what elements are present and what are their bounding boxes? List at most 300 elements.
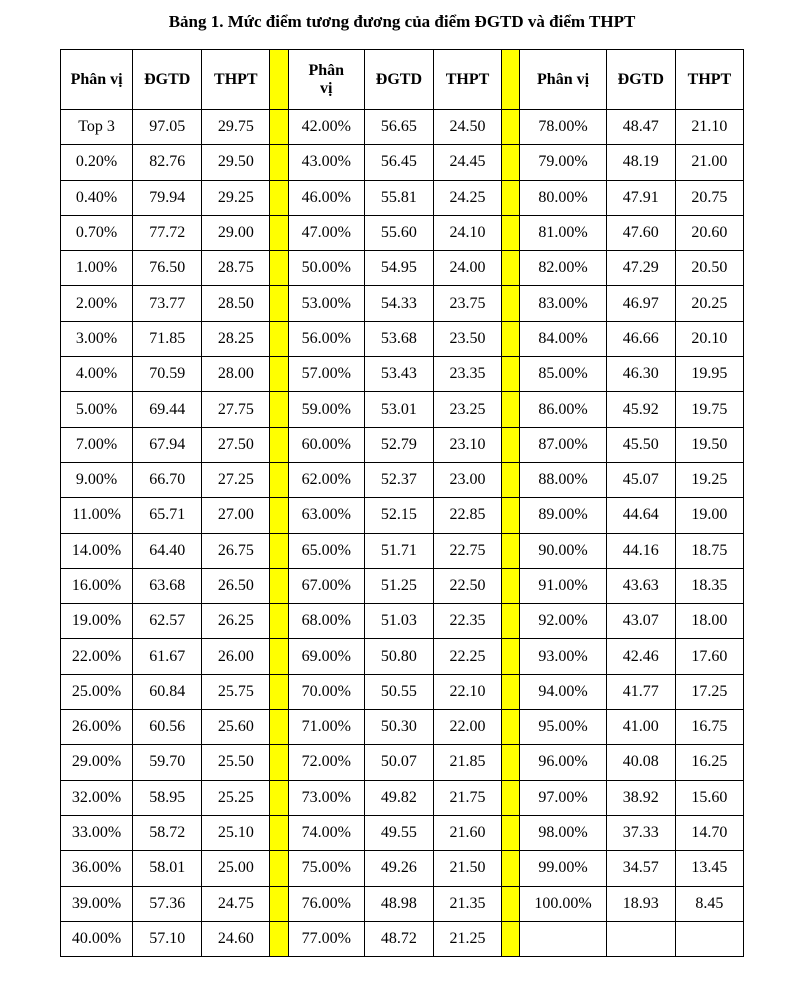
column-separator [502, 639, 520, 674]
cell-dgtd: 57.10 [133, 921, 202, 956]
cell-dgtd: 55.81 [364, 180, 433, 215]
cell-dgtd: 58.72 [133, 815, 202, 850]
cell-dgtd: 45.07 [606, 462, 675, 497]
cell-percentile: 100.00% [520, 886, 606, 921]
column-separator [270, 215, 288, 250]
cell-dgtd: 66.70 [133, 462, 202, 497]
cell-thpt: 26.25 [202, 604, 270, 639]
cell-dgtd: 50.30 [364, 710, 433, 745]
cell-dgtd: 52.15 [364, 498, 433, 533]
cell-percentile: 5.00% [61, 392, 133, 427]
cell-percentile: 3.00% [61, 321, 133, 356]
cell-dgtd: 63.68 [133, 568, 202, 603]
table-row [61, 498, 744, 533]
cell-dgtd: 49.26 [364, 851, 433, 886]
column-separator [502, 321, 520, 356]
cell-dgtd: 54.33 [364, 286, 433, 321]
cell-thpt: 16.75 [675, 710, 743, 745]
cell-thpt [675, 921, 743, 956]
cell-thpt: 19.50 [675, 427, 743, 462]
column-separator [270, 110, 288, 145]
cell-thpt: 29.25 [202, 180, 270, 215]
cell-thpt: 23.00 [433, 462, 501, 497]
cell-thpt: 20.50 [675, 251, 743, 286]
cell-percentile: 69.00% [288, 639, 364, 674]
cell-thpt: 19.75 [675, 392, 743, 427]
cell-thpt: 26.00 [202, 639, 270, 674]
column-separator [270, 180, 288, 215]
cell-thpt: 19.95 [675, 357, 743, 392]
cell-thpt: 19.25 [675, 462, 743, 497]
cell-percentile: 73.00% [288, 780, 364, 815]
cell-percentile: 85.00% [520, 357, 606, 392]
cell-thpt: 24.25 [433, 180, 501, 215]
column-separator [502, 180, 520, 215]
cell-dgtd: 53.68 [364, 321, 433, 356]
cell-percentile: 94.00% [520, 674, 606, 709]
column-separator [502, 392, 520, 427]
column-separator [270, 533, 288, 568]
cell-percentile: 83.00% [520, 286, 606, 321]
cell-percentile: 68.00% [288, 604, 364, 639]
cell-dgtd: 60.84 [133, 674, 202, 709]
cell-percentile: 4.00% [61, 357, 133, 392]
cell-dgtd: 97.05 [133, 110, 202, 145]
table-row [61, 604, 744, 639]
column-separator [502, 462, 520, 497]
cell-dgtd: 56.65 [364, 110, 433, 145]
cell-percentile: 2.00% [61, 286, 133, 321]
cell-dgtd [606, 921, 675, 956]
header-percentile: Phân vị [61, 50, 133, 110]
cell-percentile: 36.00% [61, 851, 133, 886]
cell-thpt: 28.25 [202, 321, 270, 356]
column-separator [502, 110, 520, 145]
column-separator [270, 321, 288, 356]
column-separator [502, 921, 520, 956]
header-dgtd: ĐGTD [364, 50, 433, 110]
header-percentile: Phân vị [288, 50, 364, 110]
column-separator [270, 286, 288, 321]
cell-percentile: 32.00% [61, 780, 133, 815]
cell-dgtd: 45.92 [606, 392, 675, 427]
cell-percentile: 0.40% [61, 180, 133, 215]
cell-thpt: 18.00 [675, 604, 743, 639]
cell-dgtd: 48.47 [606, 110, 675, 145]
cell-percentile: 63.00% [288, 498, 364, 533]
cell-dgtd: 67.94 [133, 427, 202, 462]
cell-percentile: 16.00% [61, 568, 133, 603]
cell-dgtd: 57.36 [133, 886, 202, 921]
cell-percentile: 59.00% [288, 392, 364, 427]
column-separator [502, 674, 520, 709]
cell-percentile [520, 921, 606, 956]
cell-thpt: 14.70 [675, 815, 743, 850]
column-separator [270, 851, 288, 886]
cell-percentile: 39.00% [61, 886, 133, 921]
cell-thpt: 17.25 [675, 674, 743, 709]
column-separator [502, 568, 520, 603]
cell-percentile: 71.00% [288, 710, 364, 745]
cell-dgtd: 50.55 [364, 674, 433, 709]
cell-thpt: 18.35 [675, 568, 743, 603]
column-separator [270, 50, 288, 110]
cell-thpt: 21.85 [433, 745, 501, 780]
table-row [61, 780, 744, 815]
cell-thpt: 28.00 [202, 357, 270, 392]
table-row [61, 180, 744, 215]
cell-dgtd: 44.64 [606, 498, 675, 533]
table-row [61, 145, 744, 180]
table-title: Bảng 1. Mức điểm tương đương của điểm ĐGTD và điểm THPT [168, 12, 636, 31]
score-equivalence-table [60, 49, 744, 957]
column-separator [270, 886, 288, 921]
table-row [61, 321, 744, 356]
cell-thpt: 17.60 [675, 639, 743, 674]
cell-percentile: 56.00% [288, 321, 364, 356]
cell-thpt: 28.50 [202, 286, 270, 321]
cell-thpt: 22.85 [433, 498, 501, 533]
cell-percentile: 93.00% [520, 639, 606, 674]
cell-dgtd: 82.76 [133, 145, 202, 180]
column-separator [270, 780, 288, 815]
cell-thpt: 15.60 [675, 780, 743, 815]
cell-percentile: 33.00% [61, 815, 133, 850]
column-separator [270, 251, 288, 286]
cell-dgtd: 46.66 [606, 321, 675, 356]
cell-dgtd: 51.25 [364, 568, 433, 603]
column-separator [502, 533, 520, 568]
cell-dgtd: 43.07 [606, 604, 675, 639]
cell-thpt: 20.60 [675, 215, 743, 250]
column-separator [502, 145, 520, 180]
cell-thpt: 22.75 [433, 533, 501, 568]
cell-dgtd: 50.80 [364, 639, 433, 674]
cell-percentile: 97.00% [520, 780, 606, 815]
column-separator [270, 498, 288, 533]
table-row [61, 533, 744, 568]
column-separator [270, 357, 288, 392]
column-separator [502, 427, 520, 462]
cell-percentile: 77.00% [288, 921, 364, 956]
cell-thpt: 23.50 [433, 321, 501, 356]
cell-percentile: 95.00% [520, 710, 606, 745]
cell-dgtd: 46.30 [606, 357, 675, 392]
cell-dgtd: 54.95 [364, 251, 433, 286]
cell-thpt: 27.50 [202, 427, 270, 462]
header-percentile: Phân vị [520, 50, 606, 110]
cell-thpt: 24.60 [202, 921, 270, 956]
cell-thpt: 19.00 [675, 498, 743, 533]
column-separator [502, 710, 520, 745]
cell-thpt: 25.50 [202, 745, 270, 780]
cell-thpt: 21.75 [433, 780, 501, 815]
cell-percentile: 72.00% [288, 745, 364, 780]
cell-percentile: 50.00% [288, 251, 364, 286]
cell-percentile: 14.00% [61, 533, 133, 568]
table-row [61, 710, 744, 745]
column-separator [270, 462, 288, 497]
cell-dgtd: 44.16 [606, 533, 675, 568]
column-separator [270, 568, 288, 603]
table-row [61, 110, 744, 145]
column-separator [502, 215, 520, 250]
cell-dgtd: 64.40 [133, 533, 202, 568]
table-row [61, 886, 744, 921]
cell-dgtd: 79.94 [133, 180, 202, 215]
cell-dgtd: 34.57 [606, 851, 675, 886]
cell-percentile: 19.00% [61, 604, 133, 639]
cell-thpt: 13.45 [675, 851, 743, 886]
cell-thpt: 22.25 [433, 639, 501, 674]
column-separator [502, 745, 520, 780]
table-row [61, 357, 744, 392]
header-thpt: THPT [202, 50, 270, 110]
cell-dgtd: 47.91 [606, 180, 675, 215]
cell-percentile: 98.00% [520, 815, 606, 850]
cell-dgtd: 41.00 [606, 710, 675, 745]
table-row [61, 745, 744, 780]
cell-dgtd: 48.72 [364, 921, 433, 956]
cell-dgtd: 49.82 [364, 780, 433, 815]
cell-percentile: 60.00% [288, 427, 364, 462]
cell-dgtd: 53.43 [364, 357, 433, 392]
cell-dgtd: 41.77 [606, 674, 675, 709]
cell-thpt: 21.60 [433, 815, 501, 850]
table-row [61, 251, 744, 286]
cell-thpt: 18.75 [675, 533, 743, 568]
cell-dgtd: 47.60 [606, 215, 675, 250]
cell-dgtd: 52.37 [364, 462, 433, 497]
column-separator [270, 604, 288, 639]
table-row [61, 462, 744, 497]
cell-thpt: 24.45 [433, 145, 501, 180]
cell-dgtd: 46.97 [606, 286, 675, 321]
cell-dgtd: 50.07 [364, 745, 433, 780]
column-separator [270, 815, 288, 850]
column-separator [270, 710, 288, 745]
cell-percentile: 76.00% [288, 886, 364, 921]
column-separator [270, 674, 288, 709]
cell-dgtd: 45.50 [606, 427, 675, 462]
cell-thpt: 25.10 [202, 815, 270, 850]
cell-dgtd: 48.98 [364, 886, 433, 921]
cell-percentile: 9.00% [61, 462, 133, 497]
column-separator [502, 604, 520, 639]
header-dgtd: ĐGTD [606, 50, 675, 110]
cell-thpt: 24.75 [202, 886, 270, 921]
cell-thpt: 29.50 [202, 145, 270, 180]
cell-thpt: 23.25 [433, 392, 501, 427]
cell-percentile: 1.00% [61, 251, 133, 286]
cell-thpt: 21.50 [433, 851, 501, 886]
cell-thpt: 20.10 [675, 321, 743, 356]
cell-dgtd: 56.45 [364, 145, 433, 180]
cell-thpt: 20.25 [675, 286, 743, 321]
cell-thpt: 27.75 [202, 392, 270, 427]
cell-thpt: 27.25 [202, 462, 270, 497]
cell-dgtd: 73.77 [133, 286, 202, 321]
table-row [61, 921, 744, 956]
cell-percentile: 7.00% [61, 427, 133, 462]
cell-percentile: 81.00% [520, 215, 606, 250]
cell-percentile: 42.00% [288, 110, 364, 145]
cell-percentile: Top 3 [61, 110, 133, 145]
cell-thpt: 23.75 [433, 286, 501, 321]
column-separator [502, 50, 520, 110]
table-row [61, 568, 744, 603]
table-row [61, 674, 744, 709]
cell-dgtd: 62.57 [133, 604, 202, 639]
cell-thpt: 24.00 [433, 251, 501, 286]
cell-thpt: 29.00 [202, 215, 270, 250]
cell-thpt: 25.60 [202, 710, 270, 745]
cell-percentile: 74.00% [288, 815, 364, 850]
cell-dgtd: 47.29 [606, 251, 675, 286]
cell-thpt: 24.50 [433, 110, 501, 145]
cell-percentile: 67.00% [288, 568, 364, 603]
table-row [61, 815, 744, 850]
cell-dgtd: 49.55 [364, 815, 433, 850]
cell-percentile: 40.00% [61, 921, 133, 956]
cell-dgtd: 71.85 [133, 321, 202, 356]
column-separator [270, 639, 288, 674]
cell-dgtd: 59.70 [133, 745, 202, 780]
cell-percentile: 86.00% [520, 392, 606, 427]
cell-dgtd: 58.01 [133, 851, 202, 886]
cell-thpt: 25.00 [202, 851, 270, 886]
cell-dgtd: 48.19 [606, 145, 675, 180]
header-row [61, 50, 744, 110]
cell-thpt: 8.45 [675, 886, 743, 921]
cell-percentile: 11.00% [61, 498, 133, 533]
cell-percentile: 75.00% [288, 851, 364, 886]
cell-percentile: 57.00% [288, 357, 364, 392]
cell-percentile: 87.00% [520, 427, 606, 462]
cell-thpt: 22.00 [433, 710, 501, 745]
cell-percentile: 0.20% [61, 145, 133, 180]
column-separator [502, 286, 520, 321]
cell-percentile: 46.00% [288, 180, 364, 215]
cell-dgtd: 65.71 [133, 498, 202, 533]
cell-thpt: 21.25 [433, 921, 501, 956]
table-row [61, 427, 744, 462]
cell-percentile: 99.00% [520, 851, 606, 886]
cell-thpt: 23.35 [433, 357, 501, 392]
cell-thpt: 21.35 [433, 886, 501, 921]
cell-percentile: 26.00% [61, 710, 133, 745]
column-separator [270, 145, 288, 180]
cell-thpt: 24.10 [433, 215, 501, 250]
cell-percentile: 88.00% [520, 462, 606, 497]
column-separator [270, 745, 288, 780]
column-separator [502, 815, 520, 850]
cell-dgtd: 52.79 [364, 427, 433, 462]
cell-percentile: 25.00% [61, 674, 133, 709]
cell-percentile: 82.00% [520, 251, 606, 286]
column-separator [270, 921, 288, 956]
cell-percentile: 84.00% [520, 321, 606, 356]
cell-thpt: 21.10 [675, 110, 743, 145]
column-separator [270, 392, 288, 427]
cell-percentile: 0.70% [61, 215, 133, 250]
table-row [61, 286, 744, 321]
cell-dgtd: 60.56 [133, 710, 202, 745]
cell-percentile: 79.00% [520, 145, 606, 180]
cell-percentile: 78.00% [520, 110, 606, 145]
cell-thpt: 28.75 [202, 251, 270, 286]
cell-thpt: 23.10 [433, 427, 501, 462]
table-row [61, 215, 744, 250]
cell-percentile: 96.00% [520, 745, 606, 780]
cell-percentile: 89.00% [520, 498, 606, 533]
header-dgtd: ĐGTD [133, 50, 202, 110]
cell-dgtd: 77.72 [133, 215, 202, 250]
cell-thpt: 16.25 [675, 745, 743, 780]
cell-dgtd: 55.60 [364, 215, 433, 250]
header-thpt: THPT [433, 50, 501, 110]
cell-dgtd: 58.95 [133, 780, 202, 815]
cell-thpt: 26.75 [202, 533, 270, 568]
table-row [61, 851, 744, 886]
column-separator [502, 886, 520, 921]
cell-thpt: 22.50 [433, 568, 501, 603]
cell-percentile: 29.00% [61, 745, 133, 780]
cell-dgtd: 38.92 [606, 780, 675, 815]
cell-percentile: 43.00% [288, 145, 364, 180]
cell-percentile: 70.00% [288, 674, 364, 709]
cell-thpt: 25.75 [202, 674, 270, 709]
table-row [61, 639, 744, 674]
cell-thpt: 29.75 [202, 110, 270, 145]
column-separator [270, 427, 288, 462]
column-separator [502, 851, 520, 886]
cell-thpt: 25.25 [202, 780, 270, 815]
header-thpt: THPT [675, 50, 743, 110]
cell-dgtd: 61.67 [133, 639, 202, 674]
cell-percentile: 92.00% [520, 604, 606, 639]
column-separator [502, 780, 520, 815]
cell-percentile: 91.00% [520, 568, 606, 603]
cell-thpt: 21.00 [675, 145, 743, 180]
cell-percentile: 62.00% [288, 462, 364, 497]
cell-percentile: 90.00% [520, 533, 606, 568]
cell-percentile: 47.00% [288, 215, 364, 250]
cell-dgtd: 51.03 [364, 604, 433, 639]
cell-thpt: 20.75 [675, 180, 743, 215]
cell-dgtd: 69.44 [133, 392, 202, 427]
cell-percentile: 22.00% [61, 639, 133, 674]
column-separator [502, 251, 520, 286]
cell-thpt: 22.35 [433, 604, 501, 639]
cell-dgtd: 40.08 [606, 745, 675, 780]
cell-dgtd: 76.50 [133, 251, 202, 286]
cell-percentile: 80.00% [520, 180, 606, 215]
cell-dgtd: 42.46 [606, 639, 675, 674]
cell-thpt: 22.10 [433, 674, 501, 709]
cell-dgtd: 43.63 [606, 568, 675, 603]
cell-thpt: 27.00 [202, 498, 270, 533]
cell-dgtd: 18.93 [606, 886, 675, 921]
cell-dgtd: 37.33 [606, 815, 675, 850]
cell-percentile: 65.00% [288, 533, 364, 568]
column-separator [502, 357, 520, 392]
cell-dgtd: 70.59 [133, 357, 202, 392]
cell-dgtd: 53.01 [364, 392, 433, 427]
cell-percentile: 53.00% [288, 286, 364, 321]
cell-thpt: 26.50 [202, 568, 270, 603]
column-separator [502, 498, 520, 533]
